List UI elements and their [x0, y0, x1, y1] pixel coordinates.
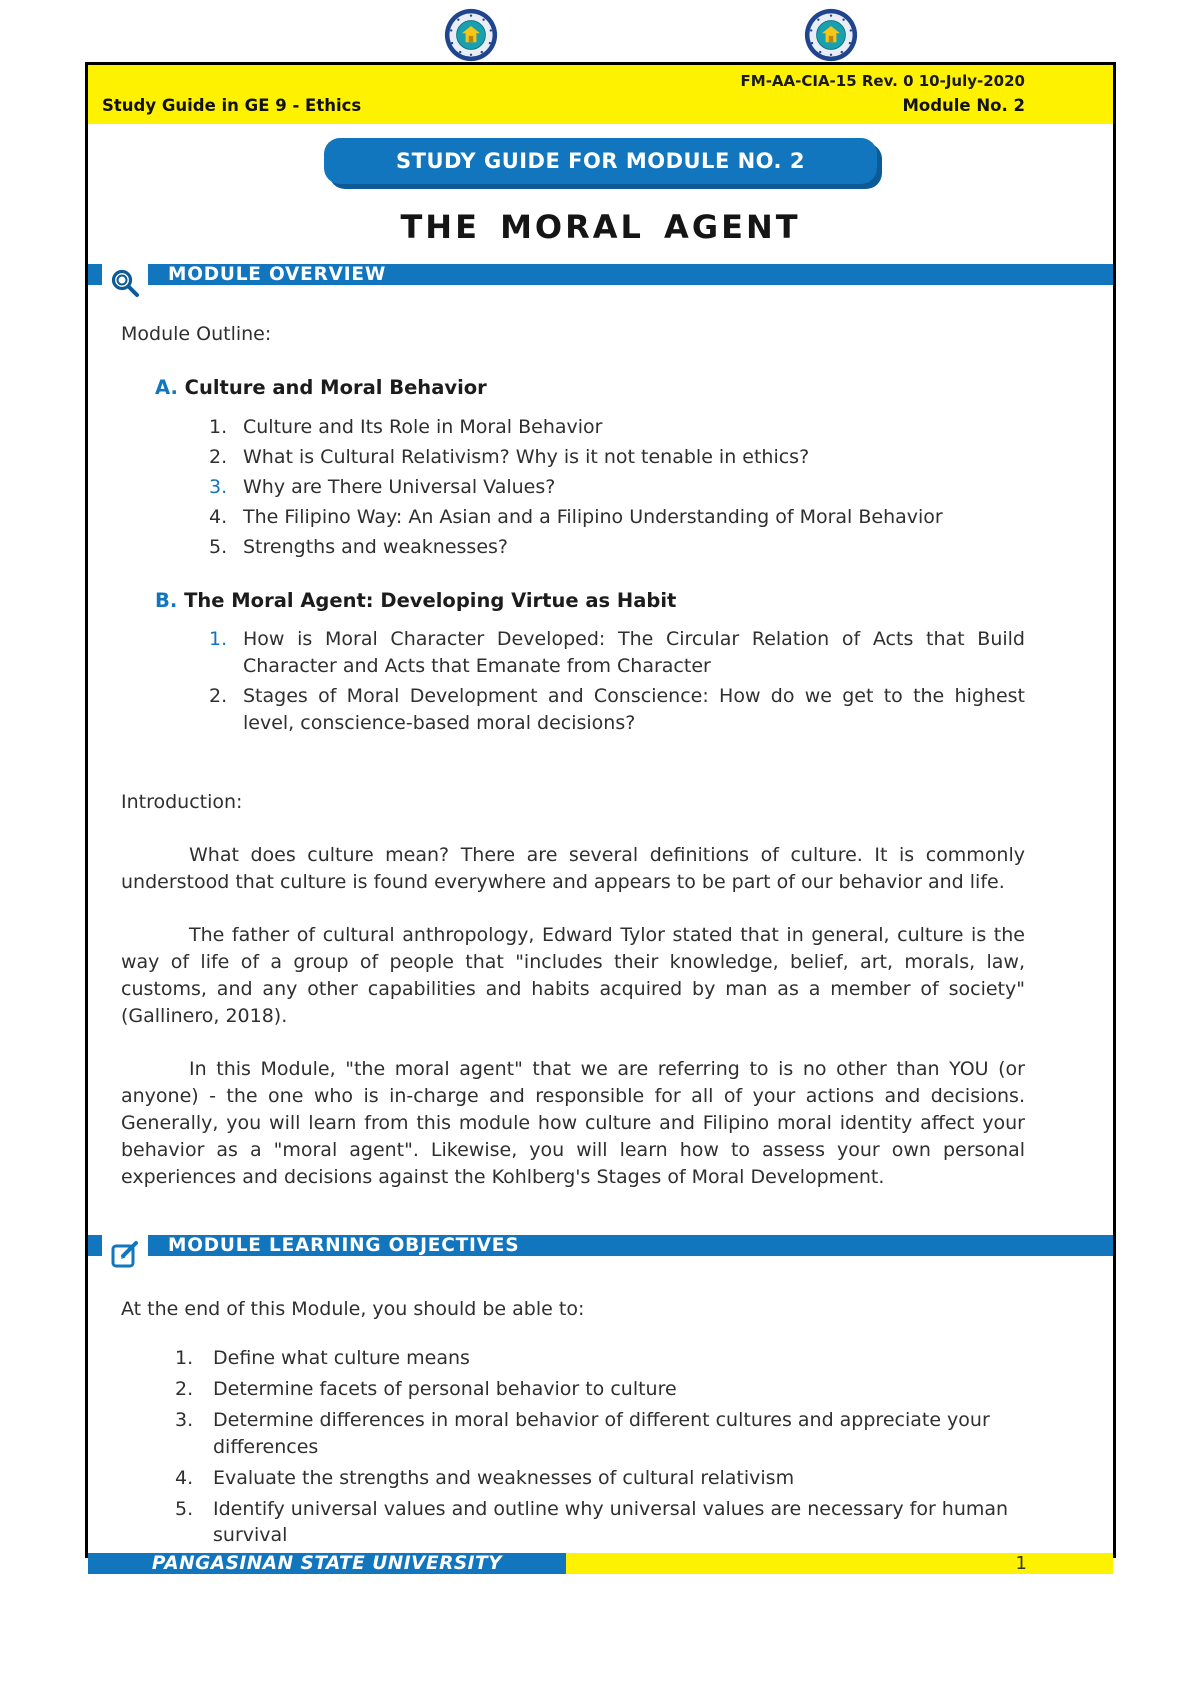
item-text: The Filipino Way: An Asian and a Filipino Understanding of Moral Behavior — [243, 505, 943, 528]
item-text: What is Cultural Relativism? Why is it not tenable in ethics? — [243, 445, 810, 468]
section-b-letter: B. — [155, 588, 178, 612]
list-item — [175, 1496, 1025, 1550]
outline-label: Module Outline: — [121, 323, 272, 345]
list-item — [209, 504, 1025, 531]
item-number: 3. — [209, 475, 228, 498]
section-bar-objectives — [88, 1235, 1113, 1256]
footer — [88, 1553, 1113, 1574]
outline-section-a-heading — [155, 374, 1025, 402]
overview-heading: MODULE OVERVIEW — [168, 264, 387, 285]
paragraph: What does culture mean? There are several definitions of culture. It is commonly understood that culture is found everywhere and appears to be part of our behavior and life. — [121, 844, 1025, 893]
document-frame — [85, 62, 1116, 1575]
introduction-label: Introduction: — [121, 791, 243, 814]
item-number: 1. — [209, 628, 228, 651]
magnifier-icon — [102, 261, 148, 307]
section-a-title: Culture and Moral Behavior — [184, 375, 487, 399]
university-seal-right-icon — [804, 8, 858, 62]
footer-page-number: 1 — [1015, 1553, 1027, 1575]
item-text: Determine differences in moral behavior of different cultures and appreciate your differences — [213, 1408, 990, 1458]
item-text: Evaluate the strengths and weaknesses of cultural relativism — [213, 1466, 795, 1489]
objectives-list — [175, 1345, 1025, 1550]
item-number: 5. — [209, 535, 228, 558]
outline-list-b — [209, 626, 1025, 737]
list-item — [209, 626, 1025, 680]
item-number: 3. — [175, 1408, 194, 1431]
outline-section-b-heading — [155, 587, 1025, 615]
outline-list-a — [209, 414, 1025, 561]
list-item — [209, 534, 1025, 561]
course-title: Study Guide in GE 9 - Ethics — [102, 96, 362, 115]
module-number: Module No. 2 — [902, 96, 1025, 115]
header-band — [88, 65, 1113, 124]
item-number: 4. — [175, 1466, 194, 1489]
section-a-letter: A. — [155, 375, 178, 399]
objectives-lead: At the end of this Module, you should be able to: — [121, 1297, 585, 1320]
list-item — [175, 1407, 1025, 1461]
item-number: 4. — [209, 505, 228, 528]
document-body — [88, 285, 1113, 1235]
item-text: Strengths and weaknesses? — [243, 535, 508, 558]
section-b-title: The Moral Agent: Developing Virtue as Habit — [184, 588, 677, 612]
form-code: FM-AA-CIA-15 Rev. 0 10-July-2020 — [740, 72, 1025, 90]
list-item — [209, 474, 1025, 501]
list-item — [209, 444, 1025, 471]
item-text: Stages of Moral Development and Conscience: How do we get to the highest level, conscience-based moral decisions? — [243, 685, 1025, 735]
item-text: Identify universal values and outline why universal values are necessary for human survival — [213, 1497, 1009, 1547]
objectives-body — [88, 1256, 1113, 1554]
item-number: 1. — [209, 415, 228, 438]
paragraph: In this Module, "the moral agent" that we are referring to is no other than YOU (or anyone) - the one who is in-charge and responsible for all of your actions and decisions. Generally, you will learn from this module how culture and Filipino moral identity affect your behavior as a "moral agent". Likewise, you will learn how to assess your own personal experiences and decisions against the Kohlberg's Stages of Moral Development. — [121, 1057, 1025, 1188]
list-item — [175, 1465, 1025, 1492]
list-item — [209, 683, 1025, 737]
footer-university: PANGASINAN STATE UNIVERSITY — [88, 1553, 566, 1574]
list-item — [175, 1345, 1025, 1372]
item-text: Culture and Its Role in Moral Behavior — [243, 415, 603, 438]
item-text: Define what culture means — [213, 1346, 470, 1369]
item-number: 5. — [175, 1497, 194, 1520]
item-number: 1. — [175, 1346, 194, 1369]
footer-page-area — [566, 1553, 1113, 1574]
page-title: THE MORAL AGENT — [400, 208, 801, 246]
item-text: Why are There Universal Values? — [243, 475, 556, 498]
objectives-heading: MODULE LEARNING OBJECTIVES — [168, 1234, 520, 1256]
item-text: Determine facets of personal behavior to culture — [213, 1377, 677, 1400]
pencil-icon — [102, 1232, 148, 1278]
paragraph: The father of cultural anthropology, Edward Tylor stated that in general, culture is the way of life of a group of people that "includes their knowledge, belief, art, morals, law, customs, and any other capabilities and habits acquired by man as a member of society" (Gallinero, 2018). — [121, 923, 1025, 1027]
module-banner: STUDY GUIDE FOR MODULE NO. 2 — [324, 138, 877, 184]
list-item — [209, 414, 1025, 441]
item-number: 2. — [175, 1377, 194, 1400]
item-number: 2. — [209, 685, 228, 708]
list-item — [175, 1376, 1025, 1403]
university-seal-left-icon — [444, 8, 498, 62]
item-text: How is Moral Character Developed: The Circular Relation of Acts that Build Character and Acts that Emanate from Character — [243, 628, 1025, 678]
section-bar-overview — [88, 264, 1113, 285]
item-number: 2. — [209, 445, 228, 468]
